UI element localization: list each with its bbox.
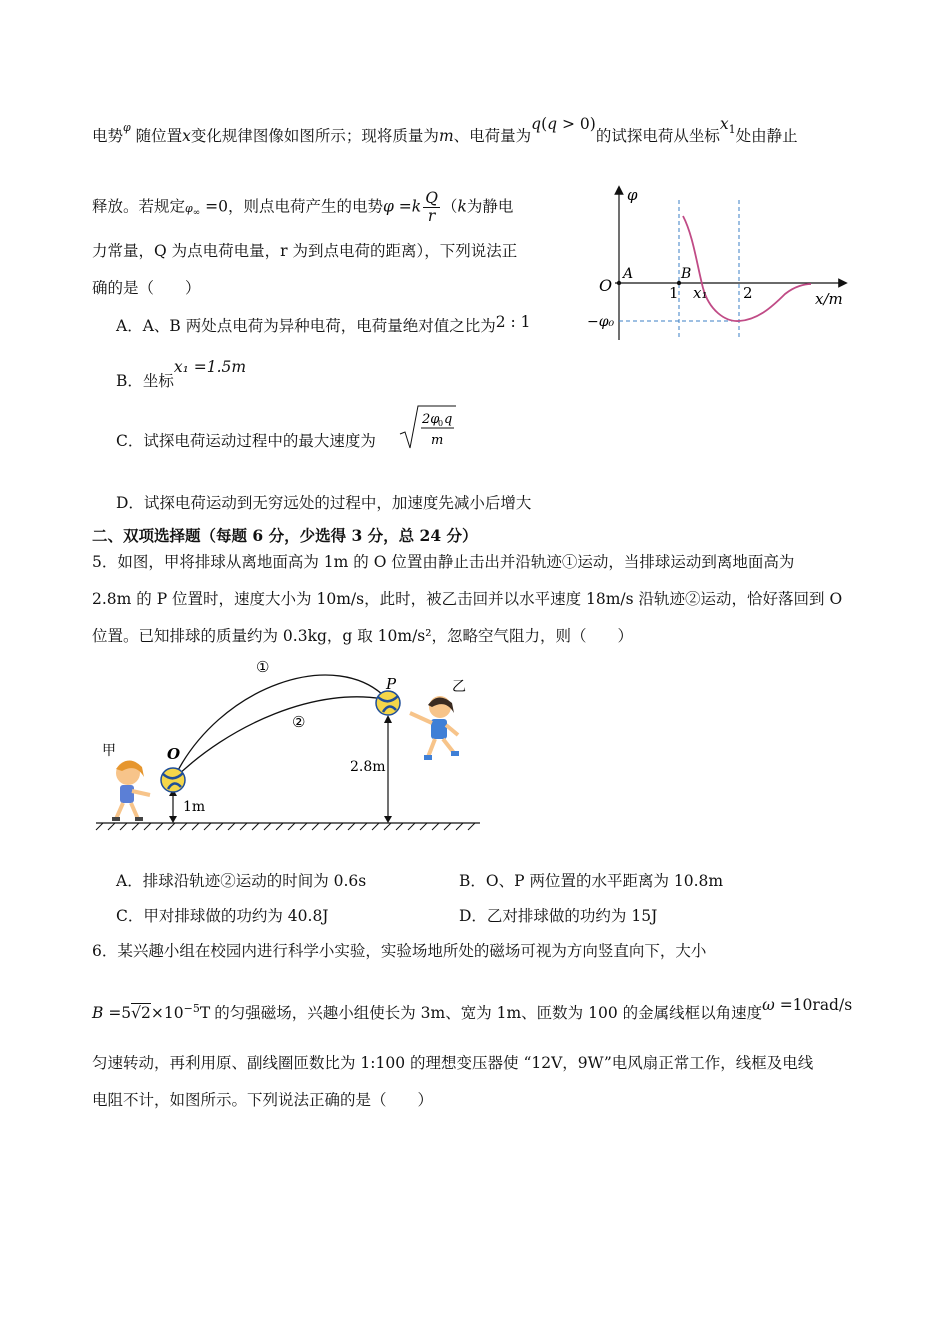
charge-q-formula: q (531, 115, 542, 133)
svg-text:0: 0 (438, 419, 444, 428)
neg-phi0-label: −φ₀ (587, 314, 615, 330)
q6-line3: 匀速转动，再利用原、副线圈匝数比为 1:100 的理想变压器使 “12V，9W”电风扇正常工作，线框及电线 (92, 1054, 814, 1072)
x1-label: x₁ (693, 284, 708, 302)
q5-option-c: C．甲对排球做的功约为 40.8J (116, 907, 329, 925)
point-p-label: P (386, 675, 397, 693)
ground-hatch (96, 823, 475, 830)
svg-text:2φ: 2φ (422, 412, 440, 427)
q4-option-c: C．试探电荷运动过程中的最大速度为 2φ 0 q m (116, 432, 376, 451)
ball-p-icon (376, 691, 400, 715)
x-axis-label: x/m (815, 290, 843, 308)
phi-infinity-formula: $\varphi_\infty$ (185, 201, 201, 218)
origin-label: O (599, 276, 613, 295)
q6-line1: 6．某兴趣小组在校园内进行科学小实验，实验场地所处的磁场可视为方向竖直向下，大小 (92, 942, 707, 960)
q5-option-b: B．O、P 两位置的水平距离为 10.8m (459, 872, 724, 890)
tick-1-label: 1 (669, 284, 679, 302)
point-o-label: O (167, 745, 181, 763)
point-a (617, 281, 621, 285)
phi-symbol: φ (123, 121, 131, 134)
potential-graph (585, 180, 865, 350)
section-2-heading: 二、双项选择题（每题 6 分，少选得 3 分，总 24 分） (92, 526, 478, 545)
potential-formula: φ (383, 197, 394, 216)
q4-option-b: B．坐标x₁ =1.5m (116, 358, 247, 390)
b-label: B (681, 266, 692, 282)
b-field-formula: B (92, 1004, 104, 1022)
q5-option-a: A．排球沿轨迹②运动的时间为 0.6s (116, 872, 367, 890)
sqrt-formula (398, 404, 458, 452)
omega-formula: ω (762, 996, 775, 1014)
q5-line3: 位置。已知排球的质量约为 0.3kg，g 取 10m/s²，忽略空气阻力，则（ ） (92, 627, 633, 645)
q5-line1: 5．如图，甲将排球从离地面高为 1m 的 O 位置由静止击出并沿轨迹①运动，当排球运动到离地面高为 (92, 553, 795, 571)
girl-jia-icon (112, 760, 150, 821)
x1-symbol: $x_1$ (719, 115, 736, 137)
q4-line3: 力常量，Q 为点电荷电量，r 为到点电荷的距离），下列说法正 (92, 242, 518, 260)
player-yi-label: 乙 (452, 679, 466, 695)
q-over-r-fraction: $\frac{Q}{r}$ (425, 189, 438, 226)
a-label: A (623, 266, 634, 282)
q4-line1: 电势$^\varphi$ 随位置x变化规律图像如图所示；现将质量为m、电荷量为q(q > 0)的试探电荷从坐标$x_1$处由静止 (92, 115, 798, 145)
q4-option-d: D．试探电荷运动到无穷远处的过程中，加速度先减小后增大 (116, 494, 532, 512)
track-2-label: ② (292, 713, 306, 731)
volleyball-figure (88, 655, 488, 835)
svg-text:m: m (431, 433, 444, 448)
phi-axis-label: φ (627, 186, 638, 204)
q4-option-a: A．A、B 两处点电荷为异种电荷，电荷量绝对值之比为2 : 1 (116, 313, 531, 335)
ball-o-icon (161, 768, 185, 792)
girl-yi-icon (410, 696, 459, 760)
sqrt2-icon: √2 (131, 1004, 151, 1022)
q4-line2: 释放。若规定$\varphi_\infty =0$，则点电荷产生的电势φ =k $\frac{Q}{r}$ （k为静电 (92, 189, 514, 226)
svg-text:q: q (444, 412, 453, 427)
q5-option-d: D．乙对排球做的功约为 15J (459, 907, 658, 925)
player-jia-label: 甲 (102, 743, 116, 759)
q4-line4: 确的是（ ） (92, 279, 201, 297)
track-1-label: ① (256, 658, 270, 676)
height-1m-label: 1m (183, 799, 206, 815)
q6-line2: $B =5√2\times 10^{-5}T$ 的匀强磁场，兴趣小组使长为 3m、宽为 1m、匝数为 100 的金属线框以角速度ω =10rad/s (92, 996, 853, 1022)
q6-line4: 电阻不计，如图所示。下列说法正确的是（ ） (92, 1091, 434, 1109)
potential-curve (683, 216, 811, 321)
tick-2-label: 2 (743, 284, 753, 302)
height-2.8m-label: 2.8m (350, 759, 386, 775)
q5-line2: 2.8m 的 P 位置时，速度大小为 10m/s，此时，被乙击回并以水平速度 18m/s 沿轨迹②运动，恰好落回到 O (92, 590, 843, 608)
